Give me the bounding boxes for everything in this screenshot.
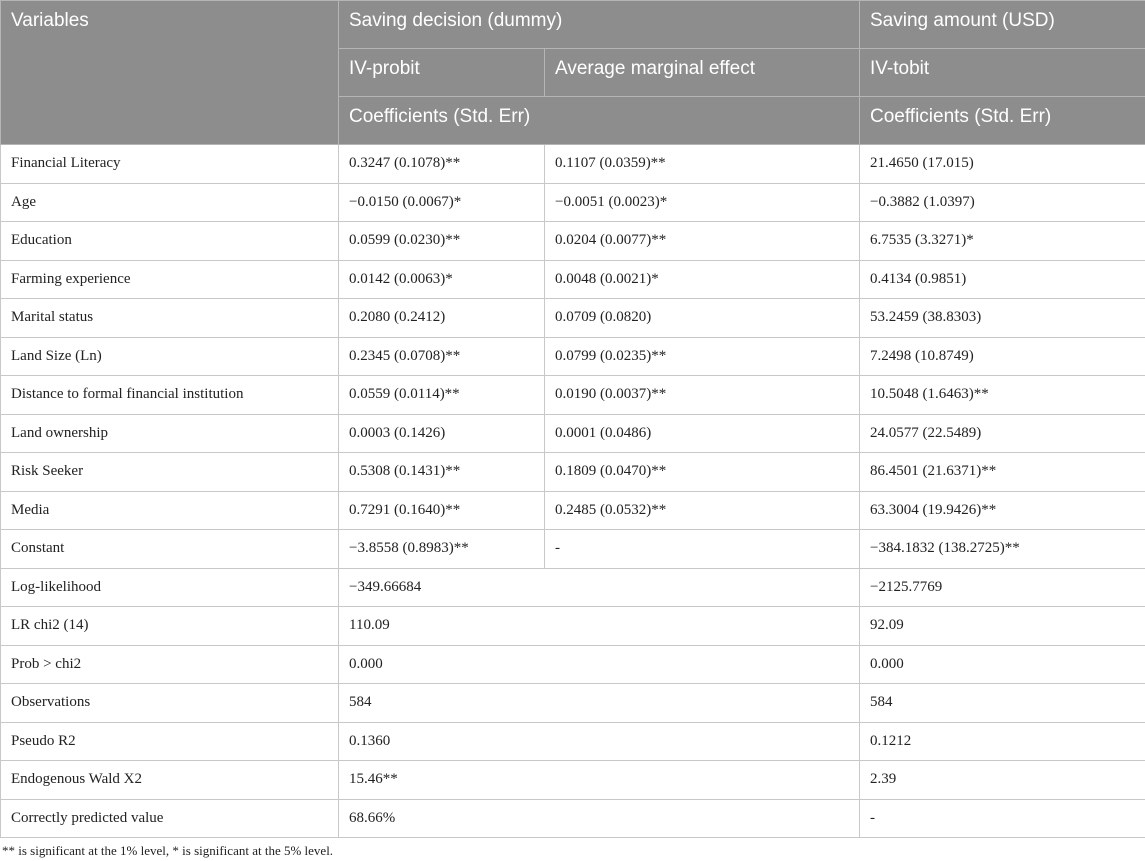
stat-probit-value: 15.46** [339,761,860,800]
table-row [1,337,1145,376]
stat-row [1,645,1145,684]
probit-value: −3.8558 (0.8983)** [339,530,545,569]
ame-value: 0.0190 (0.0037)** [545,376,860,415]
variable-label: Land ownership [1,414,339,453]
stat-row [1,722,1145,761]
ame-value: - [545,530,860,569]
tobit-value: 7.2498 (10.8749) [860,337,1145,376]
header-saving-amount: Saving amount (USD) [860,1,1145,49]
probit-value: −0.0150 (0.0067)* [339,183,545,222]
stat-probit-value: −349.66684 [339,568,860,607]
stat-tobit-value: 92.09 [860,607,1145,646]
tobit-value: 63.3004 (19.9426)** [860,491,1145,530]
variable-label: Farming experience [1,260,339,299]
variable-label: Financial Literacy [1,145,339,184]
ame-value: 0.0048 (0.0021)* [545,260,860,299]
tobit-value: −384.1832 (138.2725)** [860,530,1145,569]
stat-label: Observations [1,684,339,723]
tobit-value: 6.7535 (3.3271)* [860,222,1145,261]
probit-value: 0.2080 (0.2412) [339,299,545,338]
stat-label: LR chi2 (14) [1,607,339,646]
table-row [1,222,1145,261]
tobit-value: 0.4134 (0.9851) [860,260,1145,299]
variable-label: Media [1,491,339,530]
stat-row [1,761,1145,800]
variable-label: Distance to formal financial institution [1,376,339,415]
stat-probit-value: 584 [339,684,860,723]
header-coefficients-tobit: Coefficients (Std. Err) [860,97,1145,145]
header-coefficients-probit: Coefficients (Std. Err) [339,97,860,145]
stat-row [1,607,1145,646]
tobit-value: 21.4650 (17.015) [860,145,1145,184]
variable-label: Land Size (Ln) [1,337,339,376]
stat-row [1,568,1145,607]
ame-value: 0.0799 (0.0235)** [545,337,860,376]
table-row [1,260,1145,299]
ame-value: 0.2485 (0.0532)** [545,491,860,530]
header-average-marginal-effect: Average marginal effect [545,49,860,97]
stat-label: Log-likelihood [1,568,339,607]
stat-probit-value: 0.1360 [339,722,860,761]
header-variables: Variables [1,1,339,145]
tobit-value: 53.2459 (38.8303) [860,299,1145,338]
table-row [1,299,1145,338]
stat-label: Prob > chi2 [1,645,339,684]
tobit-value: −0.3882 (1.0397) [860,183,1145,222]
variable-label: Risk Seeker [1,453,339,492]
variable-label: Marital status [1,299,339,338]
table-row [1,376,1145,415]
stat-tobit-value: 0.1212 [860,722,1145,761]
stat-label: Pseudo R2 [1,722,339,761]
header-saving-decision: Saving decision (dummy) [339,1,860,49]
probit-value: 0.0003 (0.1426) [339,414,545,453]
table-footnote: ** is significant at the 1% level, * is significant at the 5% level. [2,843,334,858]
stat-row [1,799,1145,838]
stat-label: Endogenous Wald X2 [1,761,339,800]
ame-value: 0.1809 (0.0470)** [545,453,860,492]
stat-row [1,684,1145,723]
stat-tobit-value: 584 [860,684,1145,723]
probit-value: 0.0599 (0.0230)** [339,222,545,261]
stat-tobit-value: −2125.7769 [860,568,1145,607]
stat-probit-value: 110.09 [339,607,860,646]
probit-value: 0.5308 (0.1431)** [339,453,545,492]
table-row [1,414,1145,453]
probit-value: 0.2345 (0.0708)** [339,337,545,376]
header-iv-tobit: IV-tobit [860,49,1145,97]
stat-tobit-value: 0.000 [860,645,1145,684]
stat-probit-value: 68.66% [339,799,860,838]
stat-tobit-value: 2.39 [860,761,1145,800]
tobit-value: 24.0577 (22.5489) [860,414,1145,453]
probit-value: 0.3247 (0.1078)** [339,145,545,184]
tobit-value: 86.4501 (21.6371)** [860,453,1145,492]
probit-value: 0.0142 (0.0063)* [339,260,545,299]
header-row-1 [1,1,1145,49]
probit-value: 0.0559 (0.0114)** [339,376,545,415]
table-row [1,453,1145,492]
ame-value: 0.0709 (0.0820) [545,299,860,338]
table-row [1,145,1145,184]
stat-probit-value: 0.000 [339,645,860,684]
ame-value: −0.0051 (0.0023)* [545,183,860,222]
variable-label: Education [1,222,339,261]
table-row [1,530,1145,569]
probit-value: 0.7291 (0.1640)** [339,491,545,530]
variable-label: Age [1,183,339,222]
tobit-value: 10.5048 (1.6463)** [860,376,1145,415]
ame-value: 0.0204 (0.0077)** [545,222,860,261]
variable-label: Constant [1,530,339,569]
stat-tobit-value: - [860,799,1145,838]
ame-value: 0.1107 (0.0359)** [545,145,860,184]
ame-value: 0.0001 (0.0486) [545,414,860,453]
table-row [1,183,1145,222]
stat-label: Correctly predicted value [1,799,339,838]
header-iv-probit: IV-probit [339,49,545,97]
table-row [1,491,1145,530]
